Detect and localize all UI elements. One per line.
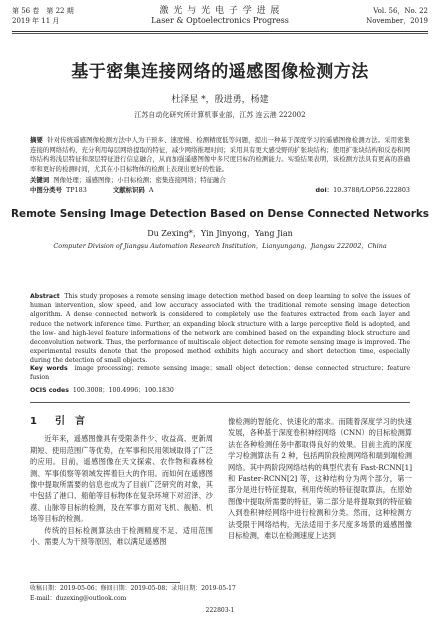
keywords-en xyxy=(30,364,410,382)
header-rule-thin xyxy=(12,33,428,34)
section-heading xyxy=(30,416,213,427)
doc-code-label: 文献标识码 xyxy=(112,186,145,194)
clc-label: 中图分类号 xyxy=(30,186,62,194)
ocis-value: 100.3008；100.4996；100.1830 xyxy=(72,387,174,394)
paper-title-en: Remote Sensing Image Detection Based on Dense Connected Networks xyxy=(11,208,429,220)
page-number: 222803-1 xyxy=(205,607,235,614)
journal-name-en: Laser & Optoelectronics Progress xyxy=(151,16,289,25)
keywords-en-label: Key words xyxy=(30,365,68,372)
footnote-rule xyxy=(30,582,180,583)
abstract-cn-label: 摘要 xyxy=(30,136,43,144)
volume-issue-cn: 第 56 卷 第 22 期 xyxy=(12,7,74,15)
body-paragraph: 像检测的智能化、快速化的需求。而随着深度学习的快速发展，各种基于深度卷积神经网络（CNN）的目标检测算法在各种检测任务中都取得良好的效果。目前主流的深度学习检测算法有 2 种，包括两阶段检测网络和端到端检测网络。其中两阶段网络结构的典型代表有 Fast-RCNN[1] 和 Faster-RCNN[2] 等，这种结构分为两个部分，第一部分是进行特征提取，利用传统的特征提取算法，在原始图像中提取所需要的特征，第二部分是将提取到的特征输入到卷积神经网络中进行检测和分类。然而，这种检测方法受限于网络结构，无法适用于多尺度多场景的遥感图像目标检测，难以在检测速度上达到 xyxy=(228,417,412,541)
keywords-cn-label: 关键词 xyxy=(30,176,50,184)
ocis-label: OCIS codes xyxy=(30,387,69,394)
header-rule xyxy=(12,31,428,32)
date-cn: 2019 年 11 月 xyxy=(12,17,60,25)
body-column-right xyxy=(228,416,412,541)
affiliation-en: Computer Division of Jiangsu Automation Research Institution，Lianyungang，Jiangsu 222002，China xyxy=(53,242,387,250)
abstract-en xyxy=(30,292,410,366)
keywords-en-text: image processing；remote sensing image；small object detection；dense connected structure；feature fusion xyxy=(30,365,411,381)
doi-label: doi： xyxy=(315,186,334,194)
journal-header xyxy=(12,6,428,30)
classification-line xyxy=(30,186,410,195)
doi-value: 10.3788/LOP56.222803 xyxy=(333,186,410,194)
abstract-cn-text: 针对传统遥感图像检测方法中人为干预多、速度慢、检测精度低等问题，提出一种基于深度学习的遥感图像检测方法。采用密集连接的网络结构，充分利用每层网络提取的特征，减少网络推理时间；采用具有更大感受野的扩张块结构；使用扩张块结构和反卷积网络结构将浅层特征和深层特征进行信息融合，从而加强遥感图像中多尺度目标的检测能力。实验结果表明，该检测方法具有更高的准确率和更好的检测时间，尤其在小目标物体的检测上表现出更好的性能。 xyxy=(30,136,410,173)
authors-en: Du Zexing*，Yin Jinyong，Yang Jian xyxy=(147,229,293,238)
paper-title-cn: 基于密集连接网络的遥感图像检测方法 xyxy=(71,62,369,82)
journal-name-cn: 激 光 与 光 电 子 学 进 展 xyxy=(159,6,281,16)
keywords-cn-text: 图像处理；遥感图像；小目标检测；密集连接网络；特征融合 xyxy=(53,176,226,184)
volume-issue-en: Vol. 56，No. 22 xyxy=(373,7,428,15)
ocis-codes xyxy=(30,386,410,395)
section-title: 引 言 xyxy=(54,416,85,427)
abstract-cn xyxy=(30,136,410,174)
author-email xyxy=(30,595,410,603)
section-number: 1 xyxy=(30,416,37,427)
received-dates: 收稿日期：2019-05-06；修回日期：2019-05-08；录用日期：2019-05-17 xyxy=(30,585,236,592)
email-label: E-mail： xyxy=(30,595,56,602)
keywords-cn xyxy=(30,176,410,185)
doc-code-value: A xyxy=(148,186,154,194)
abstract-separator xyxy=(30,402,410,403)
clc-value: TP183 xyxy=(66,186,87,194)
date-en: November，2019 xyxy=(366,17,428,25)
body-paragraph: 传统的目标检测算法由于检测精度不足、适用范围小、需要人为干预等原因，难以满足遥感图 xyxy=(30,525,213,547)
email-value[interactable]: duzexing@outlook.com xyxy=(55,595,127,602)
affiliation-cn: 江苏自动化研究所计算机事业部，江苏 连云港 222002 xyxy=(134,111,306,119)
abstract-en-text: This study proposes a remote sensing image detection method based on deep learning to solve the issues of human intervention, slow speed, and low accuracy associated with the traditional remote sensing image detection algorithm. A dense connected network is considered to completely use the features extracted from each layer and reduce the network inference time. Further, an expanding block structure with a large perceptive field is adopted, and the low- and high-level feature informations of the network are combined based on the expanding block structure and deconvolution network. Thus, the performance of multiscale object detection for remote sensing image is improved. The experimental results denote that the proposed method exhibits high accuracy and short detection time, especially during the detection of small objects. xyxy=(30,293,410,365)
authors-cn: 杜泽星 *，殷进勇，杨建 xyxy=(171,95,269,105)
header-right xyxy=(366,6,428,26)
abstract-en-label: Abstract xyxy=(30,293,60,300)
body-paragraph: 近年来，遥感图像具有受限条件少、收益高、更新周期短、使用范围广等优势，在军事和民用领域取得了广泛的应用。目前，遥感图像在天文探索、农作物和森林检测、军事侦察等领域发挥着巨大的作用。而如何在遥感图像中提取所需要的信息也成为了目前广泛研究的对象，其中包括了港口、船舶等目标物体在复杂环境下对沼泽、沙漠、山脉等目标的检测，及在军事方面对飞机、舰船、机场等目标的检测。 xyxy=(30,434,213,524)
body-column-left xyxy=(30,416,213,547)
